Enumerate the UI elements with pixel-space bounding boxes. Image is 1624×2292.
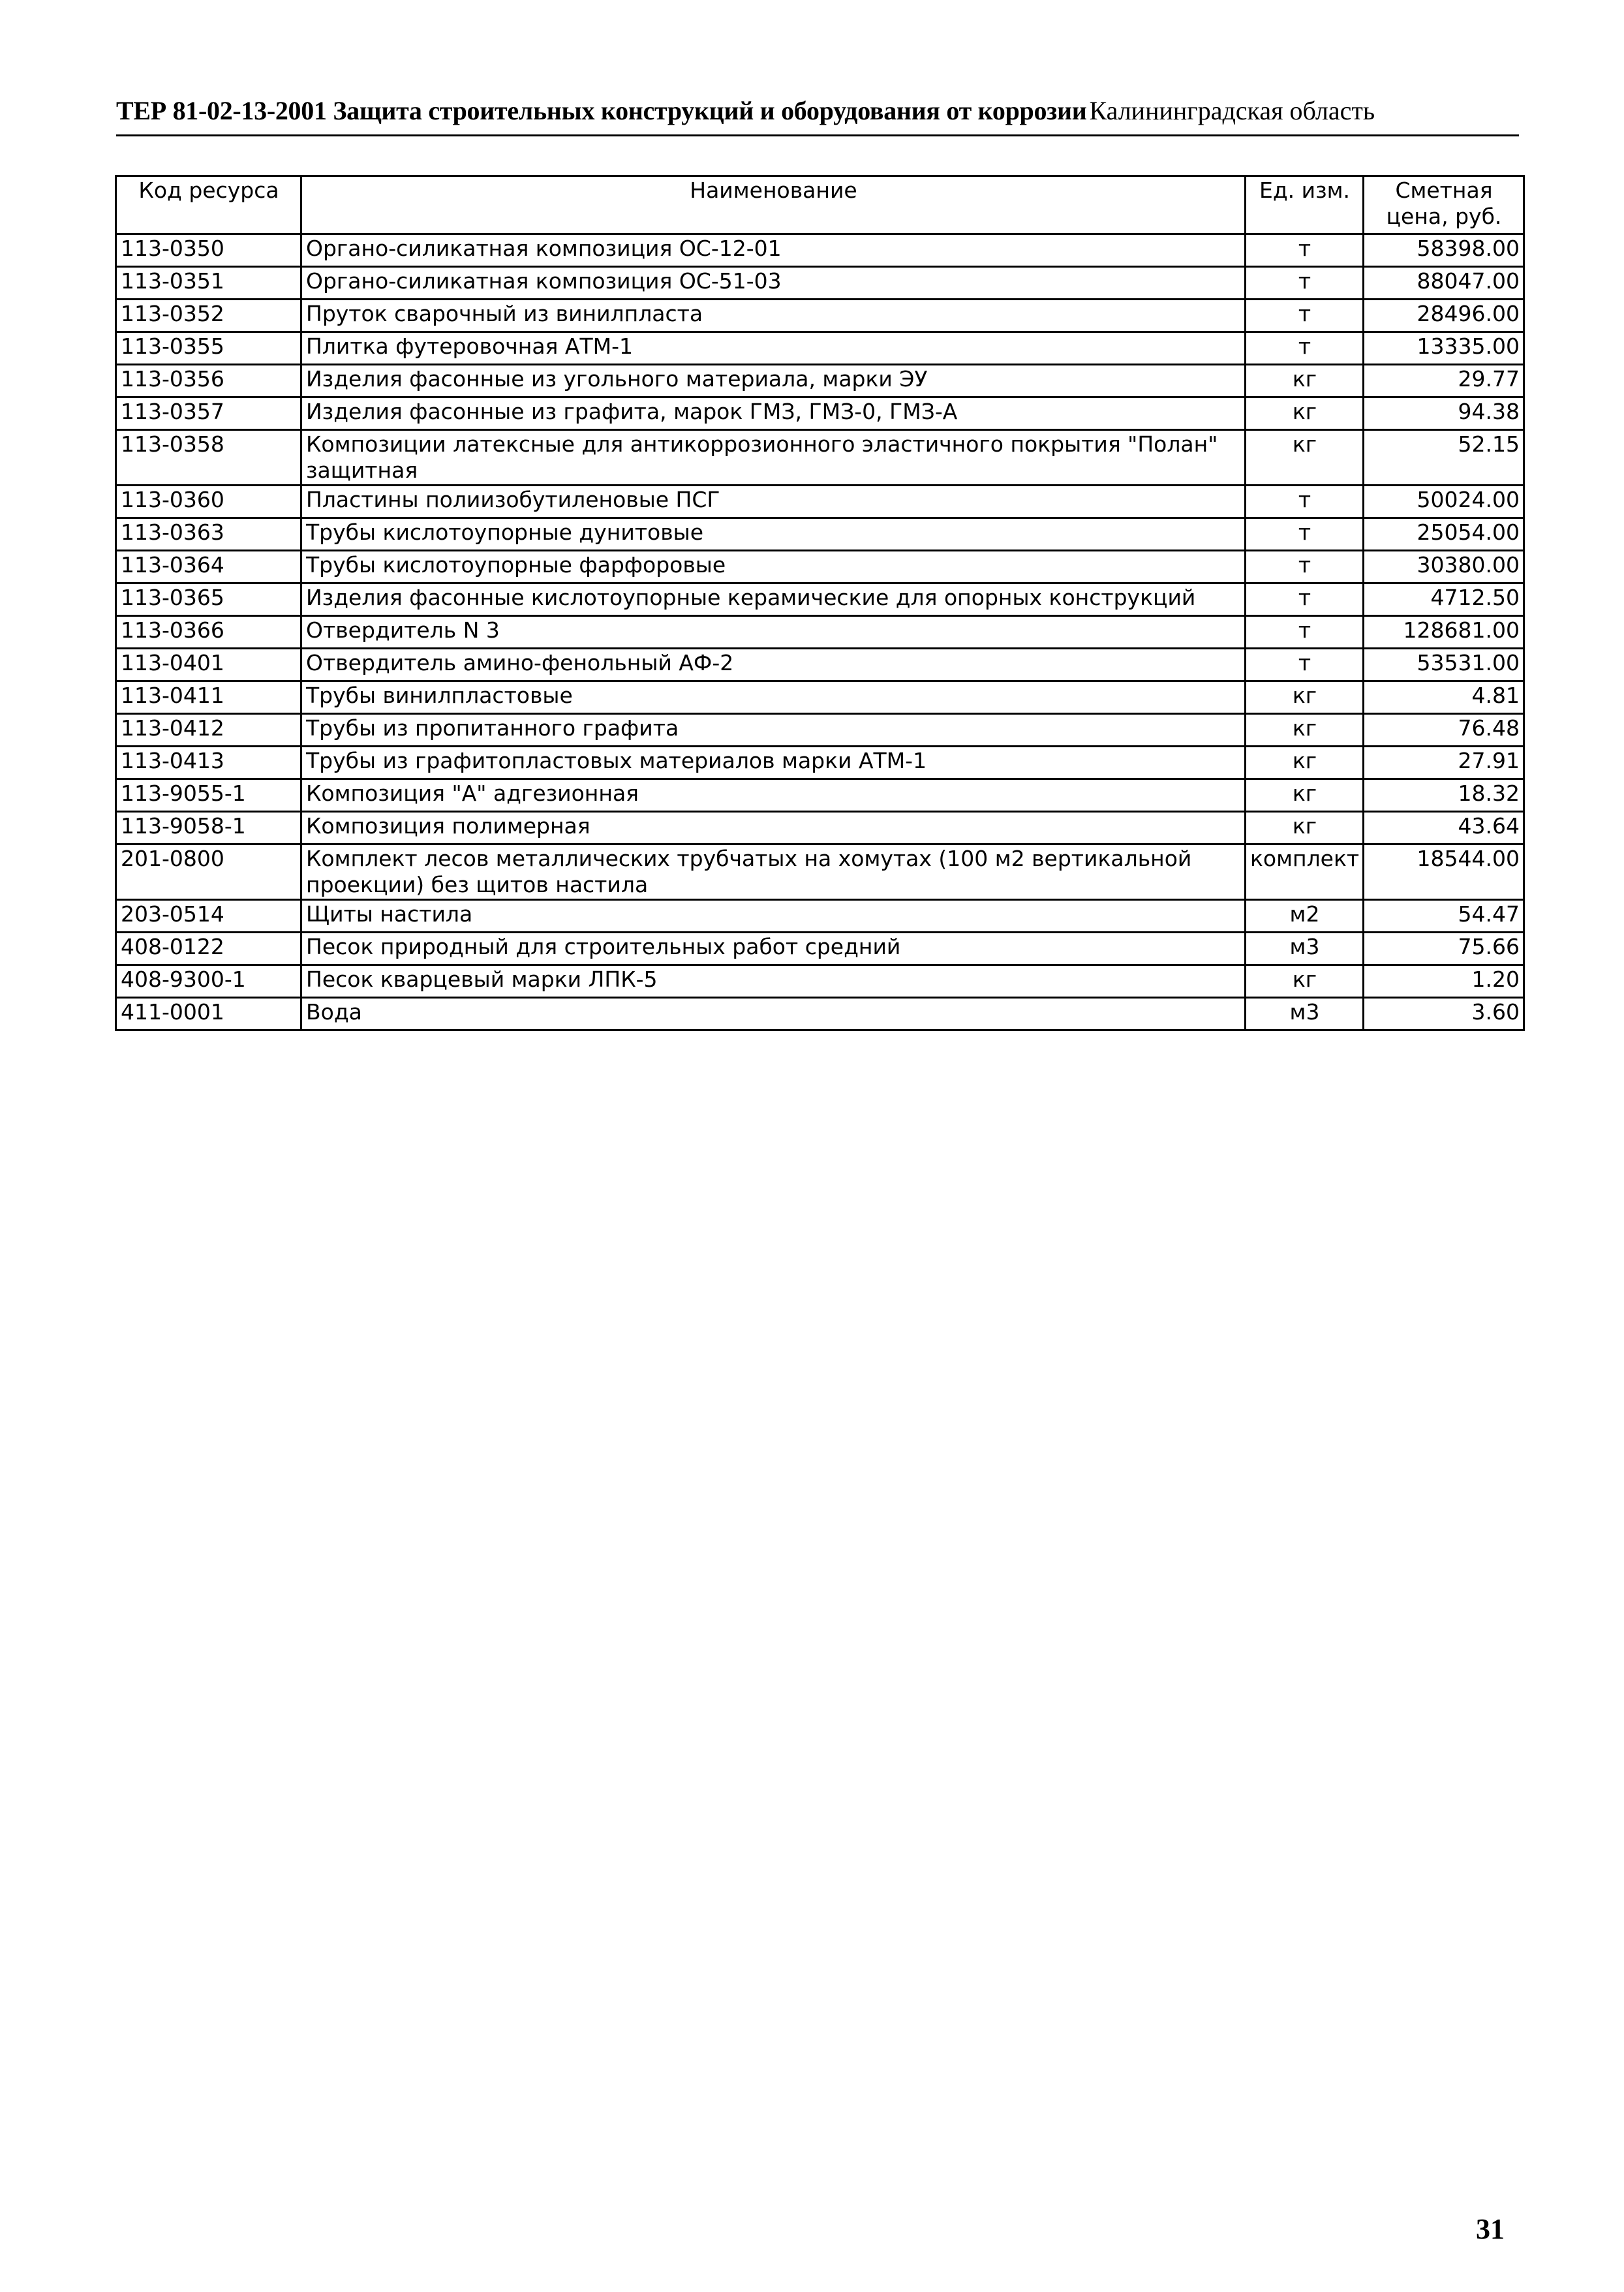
table-row	[116, 430, 1524, 486]
table-row	[116, 933, 1524, 965]
resource-name-cell: Органо-силикатная композиция ОС-51-03	[301, 267, 1246, 300]
resource-name-cell: Трубы кислотоупорные дунитовые	[301, 518, 1246, 551]
price-cell: 53531.00	[1364, 649, 1524, 681]
unit-cell: кг	[1246, 681, 1364, 714]
unit-cell: т	[1246, 267, 1364, 300]
resource-code-cell: 113-0363	[116, 518, 301, 551]
table-row	[116, 518, 1524, 551]
resource-price-table	[115, 175, 1525, 1031]
resource-name-cell: Песок кварцевый марки ЛПК-5	[301, 965, 1246, 998]
table-body	[116, 234, 1524, 1030]
table-row	[116, 844, 1524, 900]
price-cell: 75.66	[1364, 933, 1524, 965]
resource-code-cell: 113-0401	[116, 649, 301, 681]
price-cell: 18544.00	[1364, 844, 1524, 900]
price-cell: 128681.00	[1364, 616, 1524, 649]
resource-code-cell: 203-0514	[116, 900, 301, 933]
table-row	[116, 616, 1524, 649]
table-row	[116, 300, 1524, 332]
resource-code-cell: 113-0365	[116, 583, 301, 616]
resource-code-cell: 113-9058-1	[116, 812, 301, 844]
resource-code-cell: 113-0350	[116, 234, 301, 267]
resource-name-cell: Трубы винилпластовые	[301, 681, 1246, 714]
unit-cell: кг	[1246, 430, 1364, 486]
table-row	[116, 486, 1524, 518]
unit-cell: кг	[1246, 397, 1364, 430]
resource-name-cell: Щиты настила	[301, 900, 1246, 933]
unit-cell: м3	[1246, 933, 1364, 965]
table-row	[116, 779, 1524, 812]
resource-code-cell: 113-9055-1	[116, 779, 301, 812]
unit-cell: т	[1246, 332, 1364, 365]
price-cell: 50024.00	[1364, 486, 1524, 518]
unit-cell: м3	[1246, 998, 1364, 1030]
resource-name-cell: Изделия фасонные из угольного материала, марки ЭУ	[301, 365, 1246, 397]
unit-cell: кг	[1246, 365, 1364, 397]
resource-code-cell: 113-0366	[116, 616, 301, 649]
table-row	[116, 649, 1524, 681]
price-cell: 88047.00	[1364, 267, 1524, 300]
resource-name-cell: Пруток сварочный из винилпласта	[301, 300, 1246, 332]
price-cell: 1.20	[1364, 965, 1524, 998]
column-header-unit: Ед. изм.	[1246, 176, 1364, 234]
resource-code-cell: 113-0351	[116, 267, 301, 300]
price-cell: 25054.00	[1364, 518, 1524, 551]
resource-name-cell: Композиции латексные для антикоррозионного эластичного покрытия "Полан" защитная	[301, 430, 1246, 486]
resource-code-cell: 113-0411	[116, 681, 301, 714]
resource-name-cell: Пластины полиизобутиленовые ПСГ	[301, 486, 1246, 518]
resource-code-cell: 113-0355	[116, 332, 301, 365]
price-cell: 52.15	[1364, 430, 1524, 486]
resource-name-cell: Изделия фасонные кислотоупорные керамические для опорных конструкций	[301, 583, 1246, 616]
table-row	[116, 267, 1524, 300]
resource-name-cell: Изделия фасонные из графита, марок ГМЗ, ГМЗ-0, ГМЗ-А	[301, 397, 1246, 430]
resource-code-cell: 113-0356	[116, 365, 301, 397]
price-cell: 54.47	[1364, 900, 1524, 933]
table-row	[116, 998, 1524, 1030]
resource-code-cell: 113-0358	[116, 430, 301, 486]
resource-name-cell: Песок природный для строительных работ средний	[301, 933, 1246, 965]
page-number: 31	[1476, 2213, 1505, 2245]
table-row	[116, 332, 1524, 365]
resource-name-cell: Отвердитель амино-фенольный АФ-2	[301, 649, 1246, 681]
document-title: ТЕР 81-02-13-2001 Защита строительных конструкций и оборудования от коррозии	[116, 96, 1087, 125]
resource-name-cell: Отвердитель N 3	[301, 616, 1246, 649]
resource-code-cell: 113-0360	[116, 486, 301, 518]
resource-name-cell: Трубы кислотоупорные фарфоровые	[301, 551, 1246, 583]
price-cell: 4.81	[1364, 681, 1524, 714]
price-cell: 43.64	[1364, 812, 1524, 844]
table-row	[116, 965, 1524, 998]
price-cell: 28496.00	[1364, 300, 1524, 332]
price-cell: 30380.00	[1364, 551, 1524, 583]
resource-code-cell: 408-0122	[116, 933, 301, 965]
unit-cell: т	[1246, 486, 1364, 518]
table-row	[116, 812, 1524, 844]
unit-cell: т	[1246, 616, 1364, 649]
unit-cell: кг	[1246, 747, 1364, 779]
resource-code-cell: 411-0001	[116, 998, 301, 1030]
price-cell: 94.38	[1364, 397, 1524, 430]
table-row	[116, 551, 1524, 583]
unit-cell: м2	[1246, 900, 1364, 933]
page-header	[116, 95, 1519, 136]
unit-cell: т	[1246, 583, 1364, 616]
price-cell: 3.60	[1364, 998, 1524, 1030]
resource-code-cell: 113-0413	[116, 747, 301, 779]
unit-cell: т	[1246, 649, 1364, 681]
price-cell: 29.77	[1364, 365, 1524, 397]
resource-name-cell: Комплект лесов металлических трубчатых на хомутах (100 м2 вертикальной проекции) без щитов настила	[301, 844, 1246, 900]
table-row	[116, 714, 1524, 747]
unit-cell: кг	[1246, 779, 1364, 812]
column-header-code: Код ресурса	[116, 176, 301, 234]
resource-name-cell: Композиция "А" адгезионная	[301, 779, 1246, 812]
resource-name-cell: Вода	[301, 998, 1246, 1030]
resource-name-cell: Композиция полимерная	[301, 812, 1246, 844]
price-cell: 4712.50	[1364, 583, 1524, 616]
table-row	[116, 234, 1524, 267]
unit-cell: т	[1246, 518, 1364, 551]
price-cell: 18.32	[1364, 779, 1524, 812]
resource-code-cell: 408-9300-1	[116, 965, 301, 998]
resource-code-cell: 113-0364	[116, 551, 301, 583]
table-header-row	[116, 176, 1524, 234]
resource-name-cell: Плитка футеровочная АТМ-1	[301, 332, 1246, 365]
region-label: Калининградская область	[1089, 96, 1375, 125]
table-row	[116, 747, 1524, 779]
price-cell: 58398.00	[1364, 234, 1524, 267]
resource-name-cell: Органо-силикатная композиция ОС-12-01	[301, 234, 1246, 267]
table-row	[116, 583, 1524, 616]
table-row	[116, 397, 1524, 430]
resource-code-cell: 113-0352	[116, 300, 301, 332]
price-cell: 27.91	[1364, 747, 1524, 779]
unit-cell: т	[1246, 234, 1364, 267]
unit-cell: т	[1246, 551, 1364, 583]
unit-cell: кг	[1246, 714, 1364, 747]
unit-cell: т	[1246, 300, 1364, 332]
resource-name-cell: Трубы из графитопластовых материалов марки АТМ-1	[301, 747, 1246, 779]
table-row	[116, 681, 1524, 714]
unit-cell: кг	[1246, 812, 1364, 844]
column-header-price: Сметная цена, руб.	[1364, 176, 1524, 234]
table-row	[116, 900, 1524, 933]
price-cell: 76.48	[1364, 714, 1524, 747]
unit-cell: комплект	[1246, 844, 1364, 900]
resource-code-cell: 113-0412	[116, 714, 301, 747]
resource-code-cell: 113-0357	[116, 397, 301, 430]
table-row	[116, 365, 1524, 397]
unit-cell: кг	[1246, 965, 1364, 998]
resource-code-cell: 201-0800	[116, 844, 301, 900]
resource-name-cell: Трубы из пропитанного графита	[301, 714, 1246, 747]
price-cell: 13335.00	[1364, 332, 1524, 365]
column-header-name: Наименование	[301, 176, 1246, 234]
